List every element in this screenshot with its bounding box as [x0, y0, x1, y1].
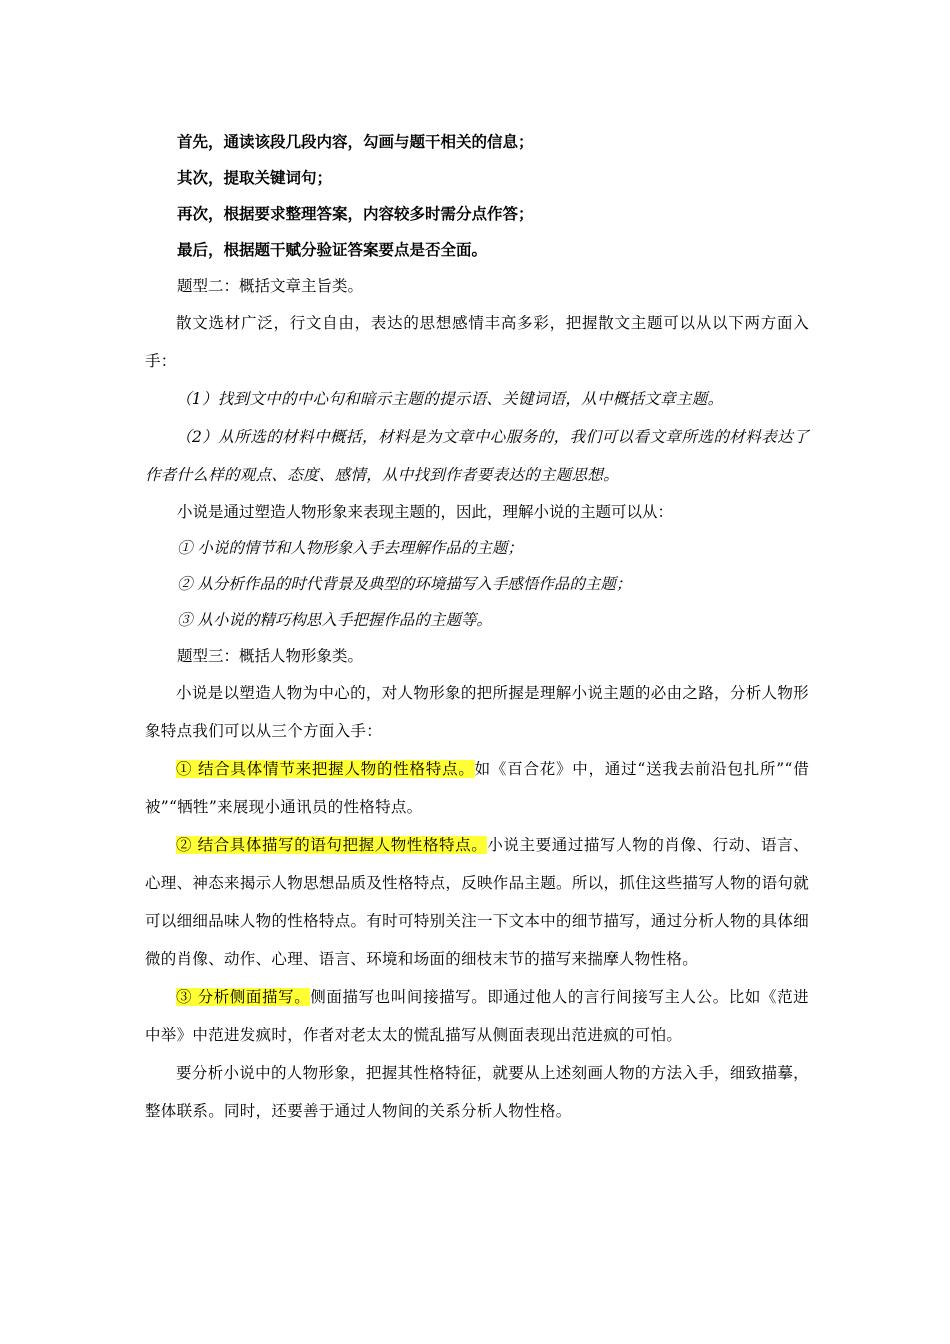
type3-heading: 题型三：概括人物形象类。: [177, 647, 364, 665]
type2-intro: 散文选材广泛，行文自由，表达的思想感情丰高多彩，把握散文主题可以从以下两方面入手：: [145, 314, 809, 370]
type3-conclusion: 要分析小说中的人物形象，把握其性格特征，就要从上述刻画人物的方法入手，细致描摹，整体联系。同时，还要善于通过人物间的关系分析人物性格。: [145, 1064, 809, 1120]
type3-intro: 小说是以塑造人物为中心的，对人物形象的把所握是理解小说主题的必由之路，分析人物形象特点我们可以从三个方面入手：: [145, 684, 809, 740]
method-3-highlight: ③ 分析侧面描写。: [176, 988, 311, 1006]
step-second: 其次，提取关键词句；: [177, 168, 333, 187]
method-2-highlight: ② 结合具体描写的语句把握人物性格特点。: [176, 836, 488, 854]
step-first: 首先，通读该段几段内容，勾画与题干相关的信息；: [177, 132, 534, 151]
type2-point1: （1）找到文中的中心句和暗示主题的提示语、关键词语，从中概括文章主题。: [176, 390, 724, 408]
document-body: [145, 124, 809, 1130]
method-3-text: 侧面描写也叫间接描写。即通过他人的言行间接写主人公。比如《范进中举》中范进发疯时，作者对老太太的慌乱描写从侧面表现出范进疯的可怕。: [145, 988, 809, 1044]
method-1-highlight: ① 结合具体情节来把握人物的性格特点。: [176, 760, 475, 778]
novel-point-1: ① 小说的情节和人物形象入手去理解作品的主题；: [177, 539, 523, 557]
novel-point-2: ② 从分析作品的时代背景及典型的环境描写入手感悟作品的主题；: [177, 575, 632, 593]
type2-heading: 题型二：概括文章主旨类。: [177, 277, 364, 295]
step-fourth: 最后，根据题干赋分验证答案要点是否全面。: [177, 240, 488, 259]
method-1-paragraph: [145, 750, 809, 826]
method-3-paragraph: [145, 978, 809, 1054]
novel-point-3: ③ 从小说的精巧构思入手把握作品的主题等。: [177, 611, 492, 629]
method-2-paragraph: [145, 826, 809, 978]
method-1-text: 如《百合花》中，通过“送我去前沿包扎所”“借被”“牺牲”来展现小通讯员的性格特点。: [145, 760, 809, 816]
method-2-text: 小说主要通过描写人物的肖像、行动、语言、心理、神态来揭示人物思想品质及性格特点，反映作品主题。所以，抓住这些描写人物的语句就可以细细品味人物的性格特点。有时可特别关注一下文本中的细节描写，通过分析人物的具体细微的肖像、动作、心理、语言、环境和场面的细枝末节的描写来揣摩人物性格。: [145, 836, 809, 968]
novel-intro: 小说是通过塑造人物形象来表现主题的，因此，理解小说的主题可以从：: [177, 503, 674, 521]
type2-point2: （2）从所选的材料中概括，材料是为文章中心服务的，我们可以看文章所选的材料表达了作者什么样的观点、态度、感情，从中找到作者要表达的主题思想。: [145, 428, 809, 484]
step-third: 再次，根据要求整理答案，内容较多时需分点作答；: [177, 204, 534, 223]
